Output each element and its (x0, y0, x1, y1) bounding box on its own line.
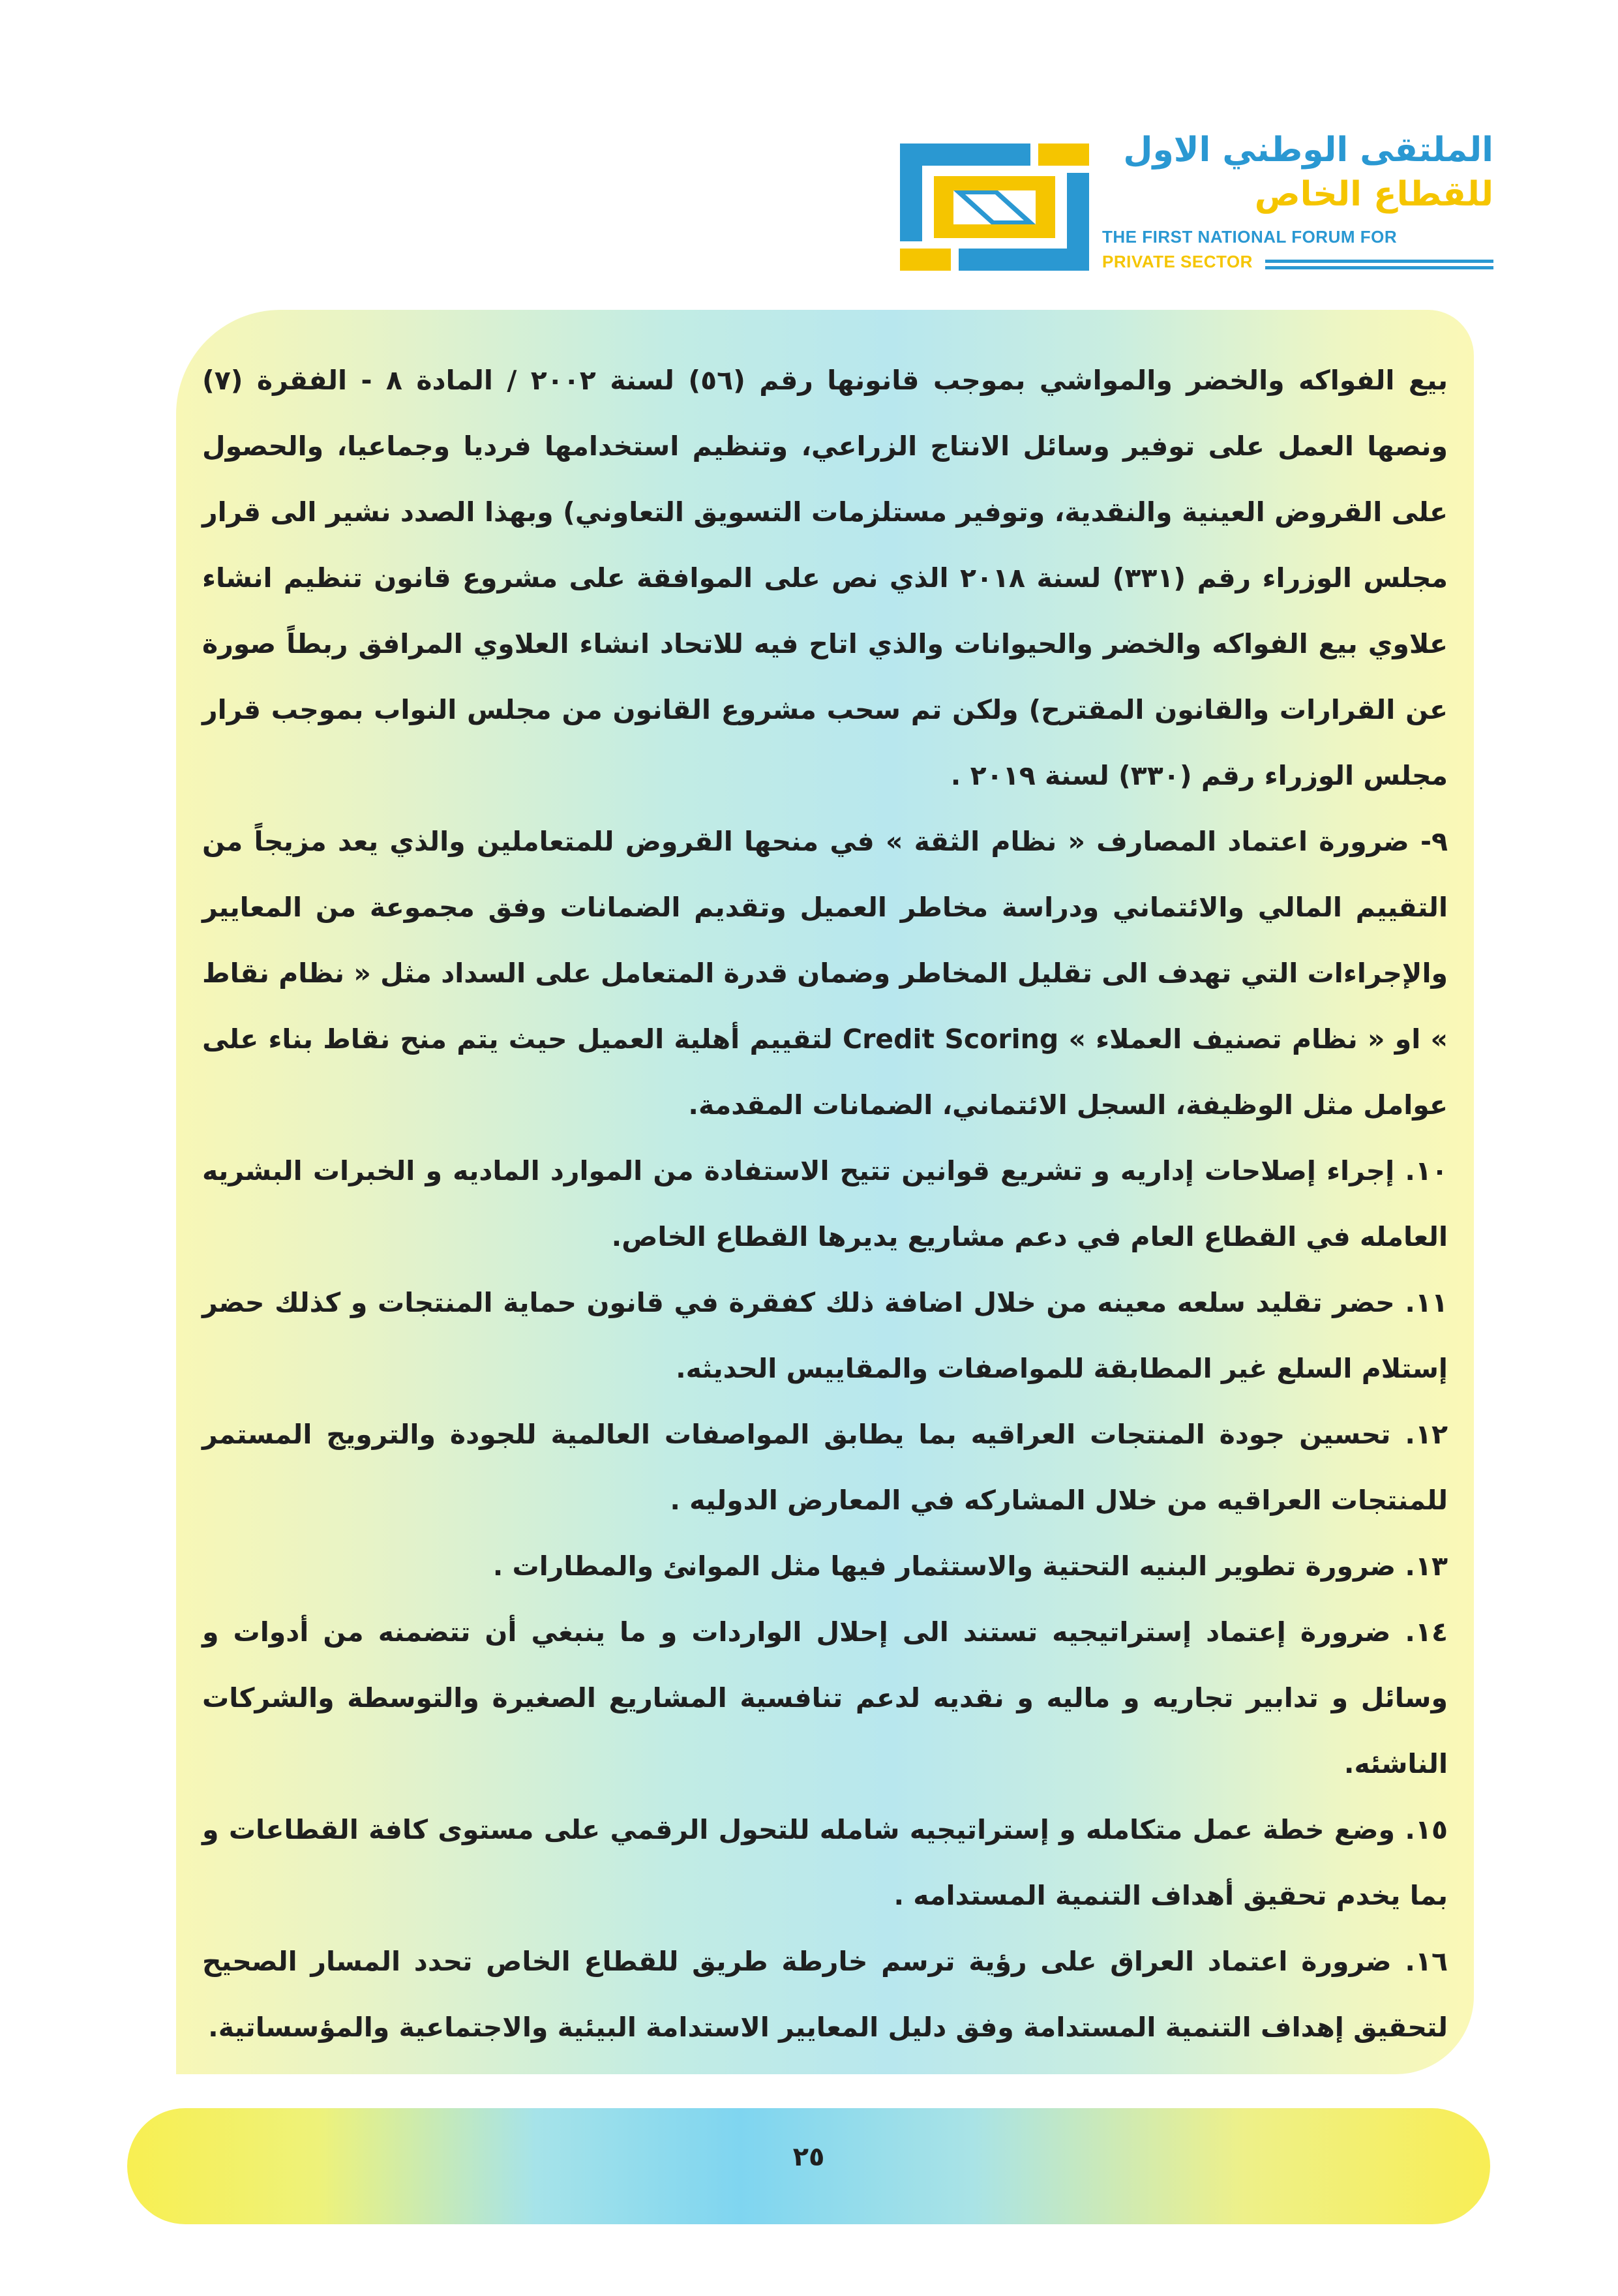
forum-logo-header (900, 130, 1500, 280)
paragraph-item-11: ١١. حضر تقليد سلعه معينه من خلال اضافة ذلك كفقرة في قانون حماية المنتجات و كذلك حضر إستلام السلع غير المطابقة للمواصفات والمقاييس الحديثه. (202, 1287, 1448, 1384)
page-number: ٢٥ (792, 2142, 825, 2172)
paragraph-continuation: بيع الفواكه والخضر والمواشي بموجب قانونها رقم (٥٦) لسنة ٢٠٠٢ / المادة ٨ - الفقرة (٧) ونصها العمل على توفير وسائل الانتاج الزراعي، وتنظيم استخدامها فرديا وجماعيا، والحصول على القروض العينية والنقدية، وتوفير مستلزمات التسويق التعاوني) وبهذا الصدد نشير الى قرار مجلس الوزراء رقم (٣٣١) لسنة ٢٠١٨ الذي نص على الموافقة على مشروع قانون تنظيم انشاء علاوي بيع الفواكه والخضر والحيوانات والذي اتاح فيه للاتحاد انشاء العلاوي المرافق ربطاً صورة عن القرارات والقانون المقترح) ولكن تم سحب مشروع القانون من مجلس النواب بموجب قرار مجلس الوزراء رقم (٣٣٠) لسنة ٢٠١٩ . (202, 365, 1448, 791)
body-text (202, 348, 1448, 2061)
forum-logo-text (1102, 130, 1493, 280)
paragraph-item-14: ١٤. ضرورة إعتماد إستراتيجيه تستند الى إحلال الواردات و ما ينبغي أن تتضمنه من أدوات و وسائل و تدابير تجاريه و ماليه و نقديه لدعم تنافسية المشاريع الصغيرة والتوسطة والشركات الناشئه. (202, 1616, 1448, 1779)
logo-rule-bottom (1265, 266, 1493, 269)
logo-title-english: THE FIRST NATIONAL FORUM FOR (1102, 227, 1398, 247)
forum-logo-icon (900, 144, 1089, 271)
paragraph-item-12: ١٢. تحسين جودة المنتجات العراقيه بما يطابق المواصفات العالمية للجودة والترويج المستمر للمنتجات العراقيه من خلال المشاركه في المعارض الدوليه . (202, 1419, 1448, 1516)
paragraph-item-15: ١٥. وضع خطة عمل متكامله و إستراتيجيه شامله للتحول الرقمي على مستوى كافة القطاعات و بما يخدم تحقيق أهداف التنمية المستدامه . (202, 1814, 1448, 1911)
content-card (176, 310, 1474, 2074)
paragraph-item-13: ١٣. ضرورة تطوير البنيه التحتية والاستثمار فيها مثل الموانئ والمطارات . (492, 1550, 1448, 1582)
paragraph-item-9: ٩- ضرورة اعتماد المصارف « نظام الثقة » في منحها القروض للمتعاملين والذي يعد مزيجاً من التقييم المالي والائتماني ودراسة مخاطر العميل وتقديم الضمانات وفق مجموعة من المعايير والإجراءات التي تهدف الى تقليل المخاطر وضمان قدرة المتعامل على السداد مثل « نظام نقاط » او « نظام تصنيف العملاء » Credit Scoring لتقييم أهلية العميل حيث يتم منح نقاط بناء على عوامل مثل الوظيفة، السجل الائتماني، الضمانات المقدمة. (202, 826, 1448, 1121)
paragraph-item-16: ١٦. ضرورة اعتماد العراق على رؤية ترسم خارطة طريق للقطاع الخاص تحدد المسار الصحيح لتحقيق إهداف التنمية المستدامة وفق دليل المعايير الاستدامة البيئية والاجتماعية والمؤسساتية. (202, 1946, 1448, 2043)
logo-rule-top (1265, 260, 1493, 263)
paragraph-item-10: ١٠. إجراء إصلاحات إداريه و تشريع قوانين تتيح الاستفادة من الموارد الماديه و الخبرات البشريه العامله في القطاع العام في دعم مشاريع يديرها القطاع الخاص. (202, 1155, 1448, 1252)
logo-subtitle-english: PRIVATE SECTOR (1102, 252, 1253, 271)
logo-title-arabic: الملتقى الوطني الاول (1123, 130, 1493, 170)
logo-subtitle-arabic: للقطاع الخاص (1254, 175, 1493, 214)
footer-bar (127, 2108, 1490, 2224)
